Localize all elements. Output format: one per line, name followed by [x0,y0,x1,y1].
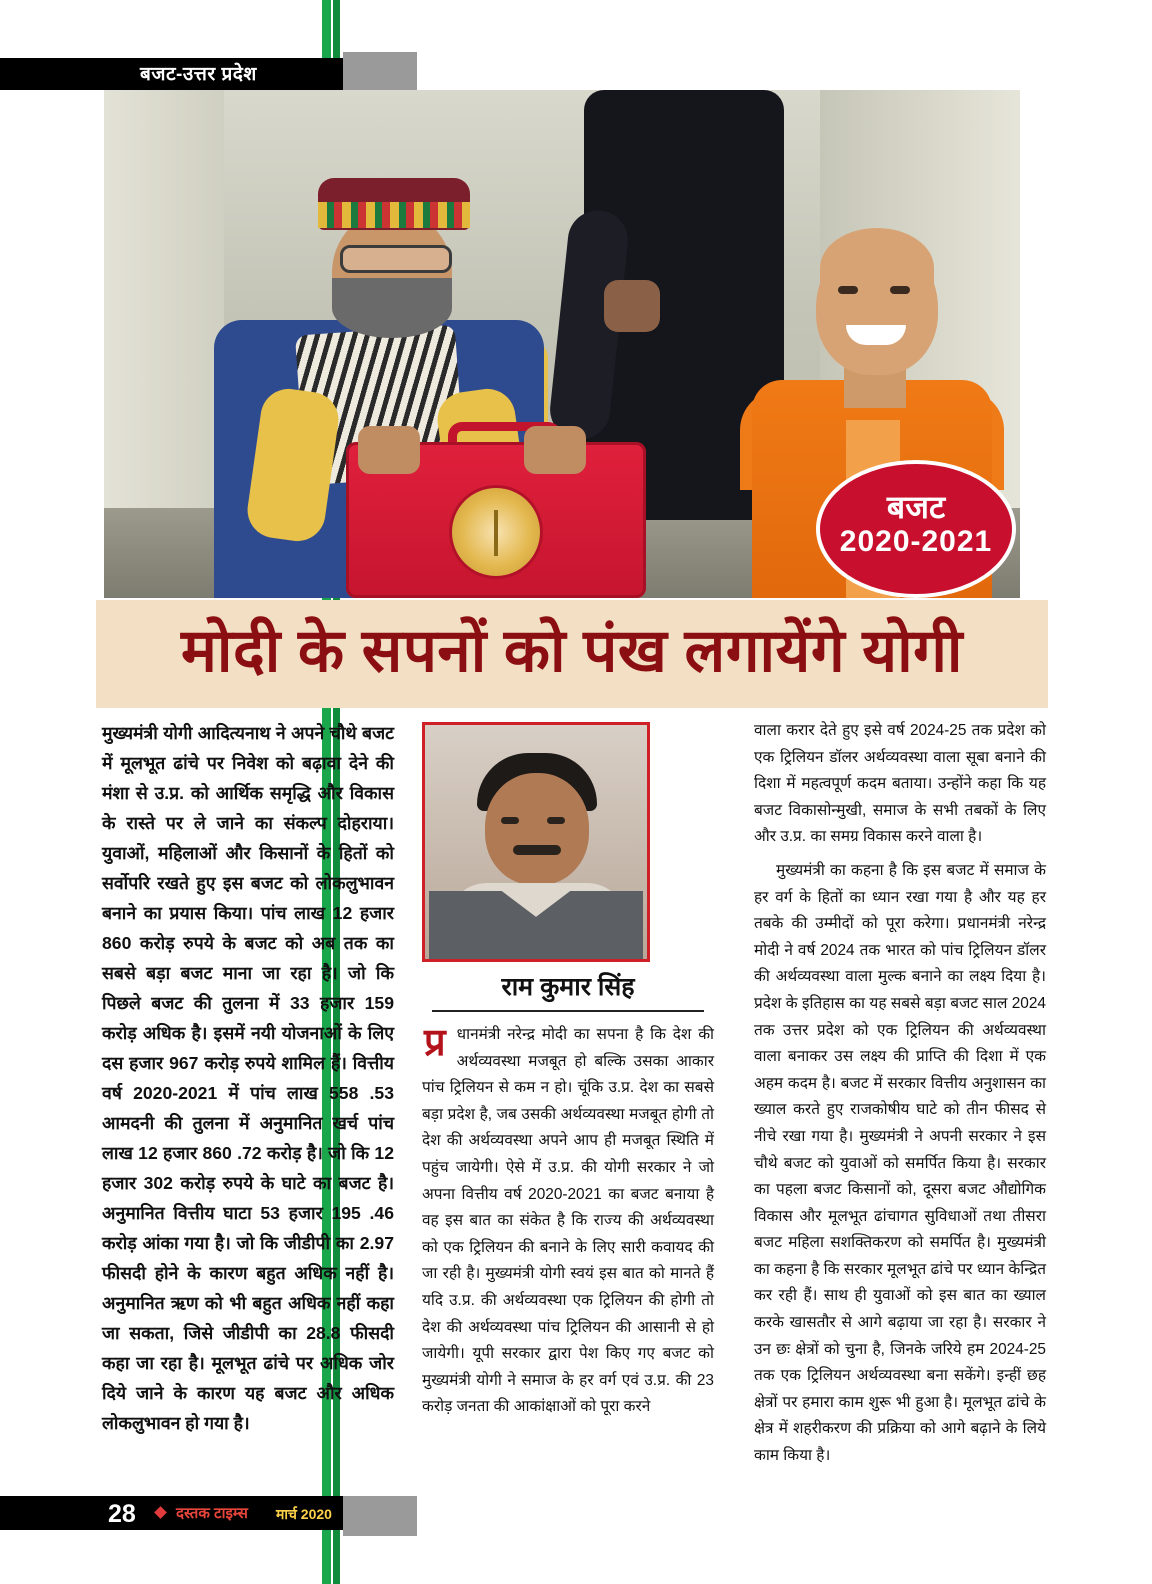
cm-eye-left [838,286,858,294]
column-two [422,1022,714,1482]
minister-cap-band [318,202,470,228]
badge-title: बजट [886,489,946,525]
state-emblem-icon [452,488,540,576]
article-page [96,90,1048,1492]
paragraph: मुख्यमंत्री योगी आदित्यनाथ ने अपने चौथे बजट में मूलभूत ढांचे पर निवेश को बढ़ावा देने की मंशा से उ.प्र. को आर्थिक समृद्धि और विकास के रास्ते पर ले जाने का संकल्प दोहराया। युवाओं, महिलाओं और किसानों के हितों को सर्वोपरि रखते हुए इस बजट को लोकलुभावन बनाने का प्रयास किया। पांच लाख 12 हजार 860 करोड़ रुपये के बजट को अब तक का सबसे बड़ा बजट माना जा रहा है। जो कि पिछले बजट की तुलना में 33 हजार 159 करोड़ अधिक है। इसमें नयी योजनाओं के लिए दस हजार 967 करोड़ रुपये शामिल हैं। वित्तीय वर्ष 2020-2021 में पांच लाख 558 .53 आमदनी की तुलना में अनुमानित खर्च पांच लाख 12 हजार 860 .72 करोड़ है। जो कि 12 हजार 302 करोड़ रुपये के घाटे का बजट है। अनुमानित वित्तीय घाटा 53 हजार 195 .46 करोड़ आंका गया है। जो कि जीडीपी का 2.97 फीसदी होने के कारण बहुत अधिक नहीं है। अनुमानित ऋण को भी बहुत अधिक नहीं कहा जा सकता, जिसे जीडीपी का 28.8 फीसदी कहा जा रहा है। मूलभूत ढांचे पर अधिक जोर दिये जाने के कारण यह बजट और अधिक लोकलुभावन हो गया है। [102,723,394,1433]
section-label: बजट-उत्तर प्रदेश [140,64,257,85]
author-name: राम कुमार सिंह [501,973,635,1001]
header-grey-block [343,52,417,90]
author-face [485,773,589,885]
hand-right [524,426,586,474]
dropcap: प्र [424,1022,446,1064]
minister-beard [332,278,452,338]
badge-years: 2020-2021 [839,525,993,558]
author-photo [422,722,650,962]
author-divider [432,1010,704,1012]
lead-photo [104,90,1020,598]
issue-date: मार्च 2020 [276,1506,332,1522]
hand-left [358,426,420,474]
paragraph-text: धानमंत्री नरेन्द्र मोदी का सपना है कि देश की अर्थव्यवस्था मजबूत हो बल्कि उसका आकार पांच ट्रिलियन से कम न हो। चूंकि उ.प्र. देश का सबसे बड़ा प्रदेश है, जब उसकी अर्थव्यवस्था मजबूत होगी तो देश की अर्थव्यवस्था अपने आप ही मजबूत स्थिति में पहुंच जायेगी। ऐसे में उ.प्र. की योगी सरकार ने जो अपना वित्तीय वर्ष 2020-2021 का बजट बनाया है वह इस बात का संकेत है कि राज्य की अर्थव्यवस्था को एक ट्रिलियन की बनाने के लिए सारी कवायद की जा रही है। मुख्यमंत्री योगी स्वयं इस बात को मानते हैं यदि उ.प्र. की अर्थव्यवस्था एक ट्रिलियन की होगी तो देश की अर्थव्यवस्था पांच ट्रिलियन की आसानी से हो जायेगी। यूपी सरकार द्वारा पेश किए गए बजट को मुख्यमंत्री योगी ने समाज के हर वर्ग एवं उ.प्र. की 23 करोड़ जनता की आकांक्षाओं को पूरा करने [422,1026,714,1416]
cm-eye-right [890,286,910,294]
author-eye-left [501,817,519,824]
page-number: 28 [108,1500,136,1528]
column-three [754,718,1046,1482]
paragraph: वाला करार देते हुए इसे वर्ष 2024-25 तक प्रदेश को एक ट्रिलियन डॉलर अर्थव्यवस्था वाला सूबा बनाने की दिशा में महत्वपूर्ण कदम बताया। उन्होंने कहा कि यह बजट विकासोन्मुखी, समाज के सभी तबकों के लिए और उ.प्र. का समग्र विकास करने वाला है। [754,722,1046,846]
page-title: मोदी के सपनों को पंख लगायेंगे योगी [181,617,963,684]
column-one [102,718,394,1482]
background-figure-hand [604,280,660,332]
footer-grey-block [343,1496,417,1536]
budget-year-badge [820,464,1012,594]
author-eye-right [547,817,565,824]
author-moustache [513,845,561,855]
paragraph-with-dropcap [422,1022,714,1421]
paragraph: मुख्यमंत्री का कहना है कि इस बजट में समाज के हर वर्ग के हितों का ध्यान रखा गया है और यह हर तबके की उम्मीदों को पूरा करेगा। प्रधानमंत्री नरेन्द्र मोदी ने वर्ष 2024 तक भारत को पांच ट्रिलियन डॉलर की अर्थव्यवस्था वाला मुल्क बनाने का लक्ष्य दिया है। प्रदेश के इतिहास का यह सबसे बड़ा बजट साल 2024 तक उत्तर प्रदेश को एक ट्रिलियन की अर्थव्यवस्था वाला बनाकर उस लक्ष्य की प्राप्ति की दिशा में एक अहम कदम है। बजट में सरकार वित्तीय अनुशासन का ख्याल करते हुए राजकोषीय घाटे को तीन फीसद से नीचे रखा गया है। मुख्यमंत्री ने अपनी सरकार ने इस चौथे बजट को युवाओं को समर्पित किया है। सरकार का पहला बजट किसानों को, दूसरा बजट औद्योगिक विकास और मूलभूत ढांचागत सुविधाओं तथा तीसरा बजट महिला सशक्तिकरण को समर्पित है। मुख्यमंत्री का कहना है कि सरकार मूलभूत ढांचे पर ध्यान केन्द्रित कर रही हैं। साथ ही युवाओं को इस बात का ख्याल करके खासतौर से आगे बढ़ाया जा रहा है। सरकार ने उन छः क्षेत्रों को चुना है, जिनके जरिये हम 2024-25 तक एक ट्रिलियन अर्थव्यवस्था बना सकेंगे। इन्हीं छह क्षेत्रों पर हमारा काम शुरू भी हुआ है। मूलभूत ढांचे के क्षेत्र में शहरीकरण की प्रक्रिया को आगे बढ़ाने के लिये काम किया है। [754,861,1046,1465]
publication-brand: दस्तक टाइम्स [176,1505,248,1522]
cm-face [816,240,938,375]
minister-glasses [340,245,452,273]
